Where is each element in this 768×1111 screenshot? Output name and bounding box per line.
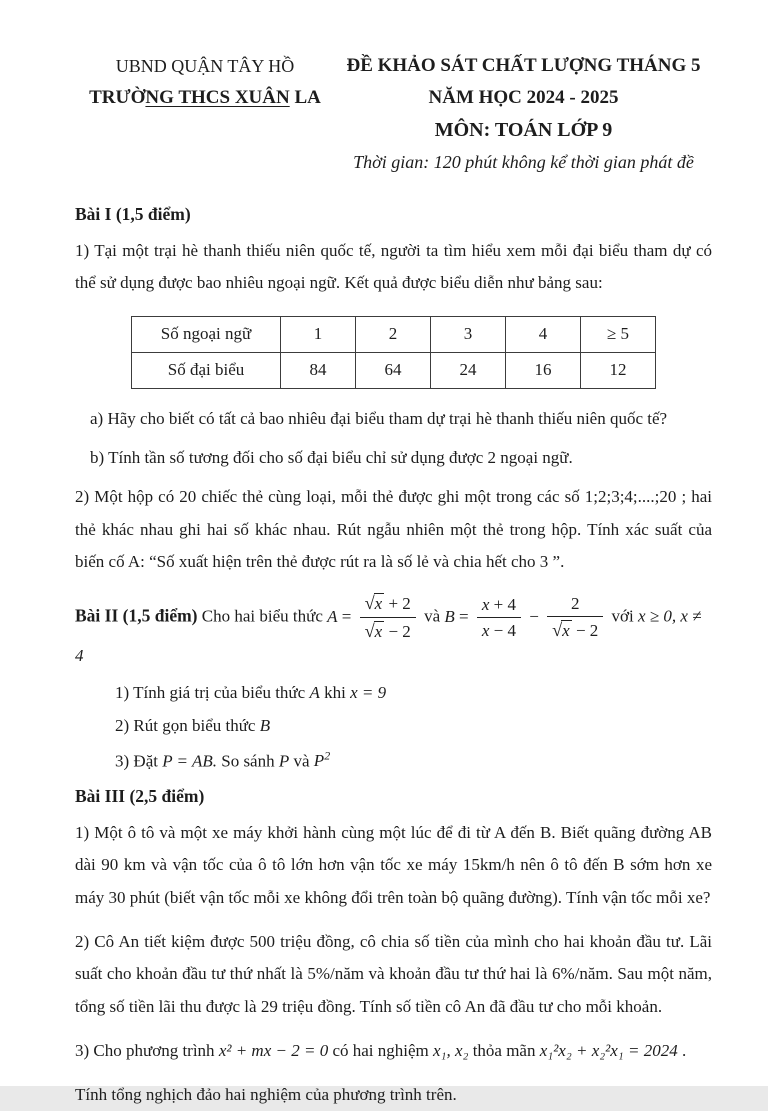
- problem-3-3-text: [75, 1035, 712, 1067]
- radical-sign: √: [364, 593, 375, 614]
- variable-x: x: [481, 621, 490, 641]
- radicand: x: [562, 621, 570, 641]
- table-cell: 12: [581, 352, 656, 388]
- problem-1-1-text: 1) Tại một trại hè thanh thiếu niên quốc tế, người ta tìm hiểu xem mỗi đại biểu tham dự có thể sử dụng được bao nhiêu ngoại ngữ. Kết quả được biểu diễn như bảng sau:: [75, 241, 712, 293]
- equals-sign: =: [459, 606, 469, 626]
- bai-3-heading: Bài III (2,5 điểm): [75, 786, 205, 807]
- text-run: − 2: [571, 621, 599, 641]
- bai-2-intro-line: [75, 592, 712, 668]
- school-name-underlined: NG THCS XUÂN: [145, 87, 290, 108]
- variable-x: x: [481, 595, 490, 615]
- bai-2-item-2: [115, 712, 712, 741]
- document-header: [75, 50, 712, 178]
- math-run: P: [313, 751, 325, 771]
- fraction-denominator: [547, 617, 603, 642]
- text-run: với: [611, 606, 639, 626]
- expression-A: [327, 593, 424, 642]
- fraction-A: [360, 592, 416, 643]
- radicand: x: [374, 594, 383, 614]
- school-name-post: LA: [289, 87, 321, 108]
- text-run: và: [289, 751, 314, 771]
- math-run: P = AB.: [162, 751, 217, 771]
- symbol-P: P: [278, 751, 290, 771]
- bai-2-item-1: [115, 679, 712, 708]
- text-run: So sánh: [216, 751, 279, 771]
- table-cell: 16: [506, 352, 581, 388]
- symbol-P-squared: [313, 748, 331, 771]
- table-row-languages: [132, 316, 656, 352]
- issuer-block: [75, 50, 335, 178]
- table-cell: 4: [506, 316, 581, 352]
- school-name-pre: TRƯỜ: [89, 87, 146, 108]
- text-run: − 4: [489, 621, 516, 641]
- radical-sign: √: [364, 621, 375, 642]
- text-run: 2) Rút gọn biểu thức: [115, 716, 260, 736]
- text-run: − 2: [384, 622, 411, 642]
- symbol-A: A: [309, 682, 320, 702]
- exam-title: ĐỀ KHẢO SÁT CHẤT LƯỢNG THÁNG 5: [346, 55, 701, 76]
- text-run: có hai nghiệm: [328, 1040, 434, 1060]
- school-name: [75, 82, 335, 114]
- table-cell: 2: [356, 316, 431, 352]
- fraction-numerator: [360, 592, 416, 618]
- equation: x² + mx − 2 = 0: [218, 1040, 329, 1060]
- table-cell: 1: [281, 316, 356, 352]
- frequency-table: [131, 316, 656, 389]
- exponent: 2: [324, 748, 331, 763]
- symbol-A: A: [327, 606, 338, 626]
- fraction-denominator: [360, 618, 416, 643]
- text-run: .: [677, 1040, 687, 1060]
- text-run: + 4: [489, 595, 516, 615]
- exam-title-block: [335, 50, 712, 178]
- table-cell: ≥ 5: [581, 316, 656, 352]
- table-cell: 84: [281, 352, 356, 388]
- sqrt-radical: [365, 622, 385, 641]
- table-cell: 24: [431, 352, 506, 388]
- exam-subject: MÔN: TOÁN LỚP 9: [434, 119, 613, 141]
- fraction-B2: [547, 593, 603, 642]
- text-run: và: [424, 606, 445, 626]
- symbol-B: B: [259, 716, 271, 736]
- fraction-B1: [477, 594, 521, 642]
- text-run: khi: [319, 682, 351, 702]
- bai-2-heading: Bài II (1,5 điểm): [75, 605, 198, 626]
- text-run: thỏa mãn: [468, 1040, 540, 1060]
- expression-B: [444, 594, 611, 641]
- table-cell: 64: [356, 352, 431, 388]
- roots: x₁, x₂: [433, 1040, 469, 1060]
- row-label: Số đại biểu: [132, 352, 281, 388]
- text-run: 3) Đặt: [115, 751, 163, 771]
- question-1a: a) Hãy cho biết có tất cả bao nhiêu đại biểu tham dự trại hè thanh thiếu niên quốc tế?: [90, 408, 668, 428]
- text-run: + 2: [384, 594, 411, 614]
- table-row-delegates: [132, 352, 656, 388]
- text-run: Cho hai biểu thức: [197, 606, 328, 626]
- math-run: x = 9: [350, 682, 387, 702]
- problem-3-3-question: Tính tổng nghịch đảo hai nghiệm của phương trình trên.: [75, 1085, 457, 1105]
- text-run: 3) Cho phương trình: [75, 1040, 219, 1060]
- section-bai-3: [75, 786, 712, 1111]
- condition: x ≥ 0, x ≠ 4: [75, 606, 702, 666]
- bai-2-items: [75, 679, 712, 776]
- problem-3-1-text: 1) Một ô tô và một xe máy khởi hành cùng một lúc để đi từ A đến B. Biết quãng đường AB dài 90 km và vận tốc của ô tô lớn hơn vận tốc xe máy 15km/h nên ô tô đến B sớm hơn xe máy 30 phút (biết vận tốc mỗi xe không đổi trên toàn bộ quãng đường). Tính vận tốc mỗi xe?: [75, 823, 712, 907]
- fraction-numerator: 2: [547, 593, 603, 617]
- time-note: Thời gian: 120 phút không kể thời gian phát đề: [353, 152, 694, 172]
- condition-equation: x₁²x₂ + x₂²x₁ = 2024: [539, 1040, 678, 1060]
- school-year: NĂM HỌC 2024 - 2025: [428, 87, 619, 108]
- radicand: x: [374, 622, 383, 642]
- sqrt-radical: [552, 621, 572, 640]
- table-cell: 3: [431, 316, 506, 352]
- fraction-numerator: [477, 594, 521, 618]
- question-1b: b) Tính tần số tương đối cho số đại biểu chỉ sử dụng được 2 ngoại ngữ.: [90, 448, 573, 468]
- bai-1-heading: Bài I (1,5 điểm): [75, 204, 191, 224]
- minus-sign: −: [529, 606, 539, 626]
- issuer-name: UBND QUẬN TÂY HỒ: [115, 56, 295, 76]
- radical-sign: √: [552, 620, 563, 641]
- sqrt-radical: [365, 594, 385, 613]
- symbol-B: B: [444, 606, 455, 626]
- bai-2-item-3: [115, 746, 712, 776]
- problem-3-2-text: 2) Cô An tiết kiệm được 500 triệu đồng, cô chia số tiền của mình cho hai khoản đầu tư. Lãi suất cho khoản đầu tư thứ nhất là 5%/năm và khoản đầu tư thứ hai là 6%/năm. Sau một năm, tổng số tiền lãi thu được là 29 triệu đồng. Tính số tiền cô An đã đầu tư cho mỗi khoản.: [75, 931, 712, 1016]
- fraction-denominator: [477, 618, 521, 641]
- section-bai-2: [75, 592, 712, 776]
- equals-sign: =: [341, 606, 352, 626]
- row-label: Số ngoại ngữ: [132, 316, 281, 352]
- problem-1-2-text: 2) Một hộp có 20 chiếc thẻ cùng loại, mỗi thẻ được ghi một trong các số 1;2;3;4;....;20 ; hai thẻ khác nhau ghi hai số khác nhau. Rút ngẫu nhiên một thẻ trong hộp. Tính xác suất của biến cố A: “Số xuất hiện trên thẻ được rút ra là số lẻ và chia hết cho 3 ”.: [75, 487, 712, 572]
- section-bai-1: [75, 204, 712, 578]
- text-run: 1) Tính giá trị của biểu thức: [115, 682, 310, 702]
